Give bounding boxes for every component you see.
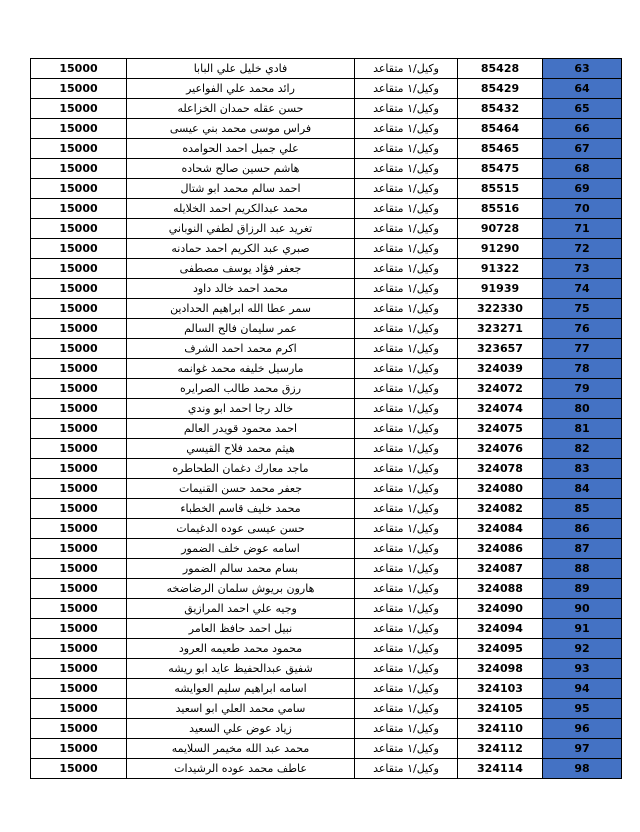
table-row [31,139,622,159]
sequence-number-cell: 92 [543,639,622,659]
id-number-cell: 324114 [458,759,543,779]
id-number-cell: 324095 [458,639,543,659]
name-cell: جعفر فؤاد يوسف مصطفى [127,259,355,279]
amount-cell: 15000 [31,59,127,79]
id-number-cell: 324084 [458,519,543,539]
sequence-number-cell: 97 [543,739,622,759]
amount-cell: 15000 [31,739,127,759]
amount-cell: 15000 [31,259,127,279]
name-cell: صبري عبد الكريم احمد حمادنه [127,239,355,259]
id-number-cell: 324072 [458,379,543,399]
rank-status-cell: وكيل/١ متقاعد [355,359,458,379]
id-number-cell: 324087 [458,559,543,579]
amount-cell: 15000 [31,119,127,139]
table-row [31,619,622,639]
table-row [31,179,622,199]
table-row [31,99,622,119]
name-cell: احمد سالم محمد ابو شتال [127,179,355,199]
table-row [31,739,622,759]
amount-cell: 15000 [31,759,127,779]
name-cell: محمد خليف قاسم الخطباء [127,499,355,519]
amount-cell: 15000 [31,439,127,459]
id-number-cell: 324086 [458,539,543,559]
table-row [31,579,622,599]
table-row [31,539,622,559]
name-cell: علي جميل احمد الحوامده [127,139,355,159]
id-number-cell: 322330 [458,299,543,319]
amount-cell: 15000 [31,559,127,579]
amount-cell: 15000 [31,199,127,219]
name-cell: محمد عبدالكريم احمد الخلايله [127,199,355,219]
id-number-cell: 323271 [458,319,543,339]
rank-status-cell: وكيل/١ متقاعد [355,59,458,79]
table-row [31,559,622,579]
amount-cell: 15000 [31,99,127,119]
id-number-cell: 91322 [458,259,543,279]
rank-status-cell: وكيل/١ متقاعد [355,239,458,259]
sequence-number-cell: 88 [543,559,622,579]
id-number-cell: 91290 [458,239,543,259]
rank-status-cell: وكيل/١ متقاعد [355,679,458,699]
sequence-number-cell: 70 [543,199,622,219]
amount-cell: 15000 [31,459,127,479]
table-row [31,219,622,239]
name-cell: اسامه ابراهيم سليم العوايشه [127,679,355,699]
sequence-number-cell: 72 [543,239,622,259]
sequence-number-cell: 71 [543,219,622,239]
table-row [31,239,622,259]
id-number-cell: 324080 [458,479,543,499]
table-row [31,59,622,79]
id-number-cell: 324088 [458,579,543,599]
rank-status-cell: وكيل/١ متقاعد [355,259,458,279]
id-number-cell: 85516 [458,199,543,219]
rank-status-cell: وكيل/١ متقاعد [355,479,458,499]
name-cell: زياد عوض علي السعيد [127,719,355,739]
name-cell: اكرم محمد احمد الشرف [127,339,355,359]
amount-cell: 15000 [31,679,127,699]
id-number-cell: 324074 [458,399,543,419]
rank-status-cell: وكيل/١ متقاعد [355,159,458,179]
table-body [31,59,622,779]
table-row [31,719,622,739]
sequence-number-cell: 77 [543,339,622,359]
name-cell: شفيق عبدالحفيظ عايد ابو ريشه [127,659,355,679]
amount-cell: 15000 [31,579,127,599]
table-row [31,319,622,339]
amount-cell: 15000 [31,639,127,659]
rank-status-cell: وكيل/١ متقاعد [355,79,458,99]
sequence-number-cell: 85 [543,499,622,519]
table-row [31,159,622,179]
rank-status-cell: وكيل/١ متقاعد [355,639,458,659]
id-number-cell: 85475 [458,159,543,179]
sequence-number-cell: 64 [543,79,622,99]
table-row [31,259,622,279]
id-number-cell: 90728 [458,219,543,239]
name-cell: رائد محمد علي الفواعير [127,79,355,99]
id-number-cell: 85428 [458,59,543,79]
sequence-number-cell: 83 [543,459,622,479]
amount-cell: 15000 [31,359,127,379]
table-row [31,359,622,379]
table-row [31,79,622,99]
id-number-cell: 324082 [458,499,543,519]
retirees-table [30,58,622,779]
table-row [31,479,622,499]
name-cell: هاشم حسين صالح شحاده [127,159,355,179]
rank-status-cell: وكيل/١ متقاعد [355,379,458,399]
rank-status-cell: وكيل/١ متقاعد [355,619,458,639]
name-cell: ماجد معارك دغمان الطحاطره [127,459,355,479]
amount-cell: 15000 [31,399,127,419]
rank-status-cell: وكيل/١ متقاعد [355,99,458,119]
sequence-number-cell: 75 [543,299,622,319]
amount-cell: 15000 [31,659,127,679]
sequence-number-cell: 80 [543,399,622,419]
id-number-cell: 324103 [458,679,543,699]
amount-cell: 15000 [31,479,127,499]
name-cell: وجيه علي احمد المرازيق [127,599,355,619]
amount-cell: 15000 [31,239,127,259]
sequence-number-cell: 96 [543,719,622,739]
id-number-cell: 85464 [458,119,543,139]
sequence-number-cell: 63 [543,59,622,79]
amount-cell: 15000 [31,339,127,359]
sequence-number-cell: 68 [543,159,622,179]
sequence-number-cell: 93 [543,659,622,679]
rank-status-cell: وكيل/١ متقاعد [355,319,458,339]
amount-cell: 15000 [31,599,127,619]
rank-status-cell: وكيل/١ متقاعد [355,739,458,759]
rank-status-cell: وكيل/١ متقاعد [355,759,458,779]
table-row [31,679,622,699]
sequence-number-cell: 78 [543,359,622,379]
amount-cell: 15000 [31,139,127,159]
sequence-number-cell: 69 [543,179,622,199]
table-row [31,379,622,399]
name-cell: خالد رجا احمد ابو وندي [127,399,355,419]
sequence-number-cell: 89 [543,579,622,599]
table-row [31,299,622,319]
id-number-cell: 91939 [458,279,543,299]
name-cell: حسن عقله حمدان الخزاعله [127,99,355,119]
name-cell: اسامه عوض خلف الضمور [127,539,355,559]
rank-status-cell: وكيل/١ متقاعد [355,279,458,299]
rank-status-cell: وكيل/١ متقاعد [355,519,458,539]
table-row [31,519,622,539]
id-number-cell: 324078 [458,459,543,479]
name-cell: نبيل احمد حافظ العامر [127,619,355,639]
name-cell: احمد محمود قويدر العالم [127,419,355,439]
table-row [31,399,622,419]
table-row [31,659,622,679]
rank-status-cell: وكيل/١ متقاعد [355,539,458,559]
id-number-cell: 85432 [458,99,543,119]
table-row [31,599,622,619]
rank-status-cell: وكيل/١ متقاعد [355,179,458,199]
id-number-cell: 324076 [458,439,543,459]
sequence-number-cell: 84 [543,479,622,499]
amount-cell: 15000 [31,279,127,299]
amount-cell: 15000 [31,619,127,639]
id-number-cell: 324098 [458,659,543,679]
rank-status-cell: وكيل/١ متقاعد [355,659,458,679]
amount-cell: 15000 [31,219,127,239]
amount-cell: 15000 [31,719,127,739]
name-cell: سمر عطا الله ابراهيم الحدادين [127,299,355,319]
sequence-number-cell: 98 [543,759,622,779]
table-row [31,279,622,299]
rank-status-cell: وكيل/١ متقاعد [355,139,458,159]
id-number-cell: 324112 [458,739,543,759]
amount-cell: 15000 [31,499,127,519]
name-cell: سامي محمد العلي ابو اسعيد [127,699,355,719]
sequence-number-cell: 67 [543,139,622,159]
table-row [31,499,622,519]
id-number-cell: 324094 [458,619,543,639]
sequence-number-cell: 95 [543,699,622,719]
name-cell: محمد احمد خالد داود [127,279,355,299]
rank-status-cell: وكيل/١ متقاعد [355,199,458,219]
table-row [31,639,622,659]
amount-cell: 15000 [31,79,127,99]
amount-cell: 15000 [31,419,127,439]
amount-cell: 15000 [31,539,127,559]
rank-status-cell: وكيل/١ متقاعد [355,119,458,139]
name-cell: بسام محمد سالم الضمور [127,559,355,579]
sequence-number-cell: 74 [543,279,622,299]
amount-cell: 15000 [31,299,127,319]
name-cell: فادي خليل علي البابا [127,59,355,79]
sequence-number-cell: 94 [543,679,622,699]
sequence-number-cell: 76 [543,319,622,339]
sequence-number-cell: 79 [543,379,622,399]
sequence-number-cell: 66 [543,119,622,139]
id-number-cell: 85515 [458,179,543,199]
table-row [31,419,622,439]
rank-status-cell: وكيل/١ متقاعد [355,339,458,359]
rank-status-cell: وكيل/١ متقاعد [355,699,458,719]
amount-cell: 15000 [31,179,127,199]
table-row [31,439,622,459]
table-row [31,199,622,219]
id-number-cell: 323657 [458,339,543,359]
name-cell: محمود محمد طعيمه العرود [127,639,355,659]
amount-cell: 15000 [31,379,127,399]
id-number-cell: 85429 [458,79,543,99]
sequence-number-cell: 81 [543,419,622,439]
sequence-number-cell: 87 [543,539,622,559]
sequence-number-cell: 86 [543,519,622,539]
name-cell: هارون بريوش سلمان الرضاضخه [127,579,355,599]
table-row [31,699,622,719]
amount-cell: 15000 [31,159,127,179]
rank-status-cell: وكيل/١ متقاعد [355,299,458,319]
id-number-cell: 324090 [458,599,543,619]
rank-status-cell: وكيل/١ متقاعد [355,559,458,579]
name-cell: مارسيل خليفه محمد غوانمه [127,359,355,379]
name-cell: رزق محمد طالب الصرايره [127,379,355,399]
rank-status-cell: وكيل/١ متقاعد [355,439,458,459]
sequence-number-cell: 90 [543,599,622,619]
name-cell: جعفر محمد حسن القنيمات [127,479,355,499]
amount-cell: 15000 [31,519,127,539]
sequence-number-cell: 82 [543,439,622,459]
table-row [31,339,622,359]
name-cell: فراس موسى محمد بني عيسى [127,119,355,139]
table-row [31,119,622,139]
sequence-number-cell: 91 [543,619,622,639]
amount-cell: 15000 [31,319,127,339]
name-cell: حسن عيسى عوده الدغيمات [127,519,355,539]
name-cell: عمر سليمان فالح السالم [127,319,355,339]
rank-status-cell: وكيل/١ متقاعد [355,419,458,439]
rank-status-cell: وكيل/١ متقاعد [355,219,458,239]
name-cell: محمد عبد الله مخيمر السلايمه [127,739,355,759]
table-row [31,759,622,779]
rank-status-cell: وكيل/١ متقاعد [355,599,458,619]
rank-status-cell: وكيل/١ متقاعد [355,499,458,519]
id-number-cell: 85465 [458,139,543,159]
rank-status-cell: وكيل/١ متقاعد [355,579,458,599]
rank-status-cell: وكيل/١ متقاعد [355,719,458,739]
sequence-number-cell: 65 [543,99,622,119]
id-number-cell: 324110 [458,719,543,739]
amount-cell: 15000 [31,699,127,719]
name-cell: تغريد عبد الرزاق لطفي النوباني [127,219,355,239]
id-number-cell: 324039 [458,359,543,379]
id-number-cell: 324105 [458,699,543,719]
document-page [30,58,621,779]
id-number-cell: 324075 [458,419,543,439]
name-cell: عاطف محمد عوده الرشيدات [127,759,355,779]
sequence-number-cell: 73 [543,259,622,279]
name-cell: هيثم محمد فلاح القيسي [127,439,355,459]
rank-status-cell: وكيل/١ متقاعد [355,459,458,479]
rank-status-cell: وكيل/١ متقاعد [355,399,458,419]
table-row [31,459,622,479]
